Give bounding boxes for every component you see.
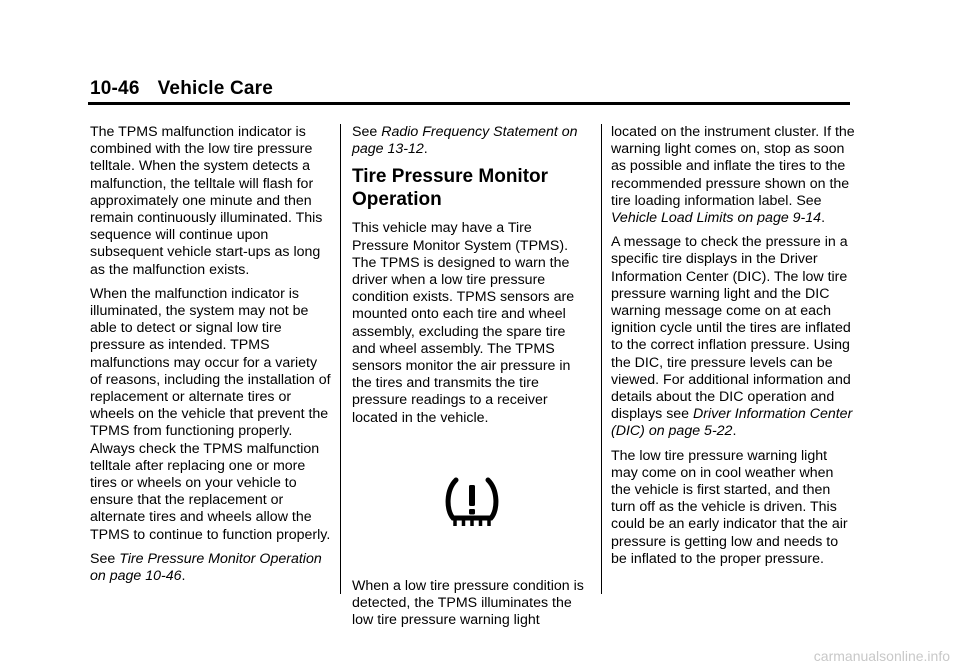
paragraph: A message to check the pressure in a specific tire displays in the Driver Information Center (DIC). The low tire pressure warning light and the DIC warning message come on at each ignition cycle until the tires are inflated to the correct inflation pressure. Using the DIC, tire pressure levels can be viewed. For additional information and details about the DIC operation and displays see Driver Information Center (DIC) on page 5-22. — [611, 234, 853, 440]
header-rule — [88, 102, 850, 105]
column-2 — [352, 124, 592, 636]
reference-link[interactable]: Driver Information Center (DIC) on page 5-22 — [611, 406, 853, 440]
cross-reference: See Radio Frequency Statement on page 13-12. — [352, 124, 578, 158]
cross-reference: See Tire Pressure Monitor Operation on page 10-46. — [90, 550, 322, 585]
paragraph: When the malfunction indicator is illuminated, the system may not be able to detect or signal low tire pressure as intended. TPMS malfunctions may occur for a variety of reasons, including the installation of replacement or alternate tires or wheels on the vehicle that prevent the TPMS from functioning properly. Always check the TPMS malfunction telltale after replacing one or more tires or wheels on your vehicle to ensure that the replacement or alternate tires and wheels allow the TPMS to continue to function properly. — [90, 285, 331, 543]
column-divider-2 — [601, 124, 602, 594]
paragraph: This vehicle may have a Tire Pressure Monitor System (TPMS). The TPMS is designed to warn the driver when a low tire pressure condition exists. TPMS sensors are mounted onto each tire and wheel assembly, excluding the spare tire and wheel assembly. The TPMS sensors monitor the air pressure in the tires and transmits the tire pressure readings to a receiver located in the vehicle. — [352, 220, 575, 426]
watermark: carmanualsonline.info — [813, 648, 950, 664]
paragraph: When a low tire pressure condition is detected, the TPMS illuminates the low tire pressure warning light — [352, 577, 584, 629]
low-tire-pressure-warning-icon — [444, 476, 500, 530]
column-1 — [90, 124, 332, 592]
reference-link[interactable]: Tire Pressure Monitor Operation on page 10-46 — [90, 550, 322, 585]
reference-link[interactable]: Radio Frequency Statement on page 13-12 — [352, 124, 578, 158]
column-3 — [611, 124, 855, 575]
column-divider-1 — [340, 124, 341, 594]
page-number: 10-46 — [90, 78, 140, 99]
page-header — [90, 78, 273, 100]
paragraph: located on the instrument cluster. If the warning light comes on, stop as soon as possible and inflate the tires to the recommended pressure shown on the tire loading information label. See Vehicle Load Limits on page 9-14. — [611, 124, 855, 227]
icon-container — [352, 434, 592, 578]
section-title: Vehicle Care — [157, 78, 274, 99]
paragraph: The TPMS malfunction indicator is combined with the low tire pressure telltale. When the system detects a malfunction, the telltale will flash for approximately one minute and then remain continuously illuminated. This sequence will continue upon subsequent vehicle start-ups as long as the malfunction exists. — [90, 124, 323, 278]
reference-link[interactable]: Vehicle Load Limits on page 9-14 — [611, 210, 822, 227]
paragraph: The low tire pressure warning light may come on in cool weather when the vehicle is first started, and then turn off as the vehicle is driven. This could be an early indicator that the air pressure is getting low and needs to be inflated to the proper pressure. — [611, 447, 848, 567]
section-heading: Tire Pressure Monitor Operation — [352, 166, 549, 211]
